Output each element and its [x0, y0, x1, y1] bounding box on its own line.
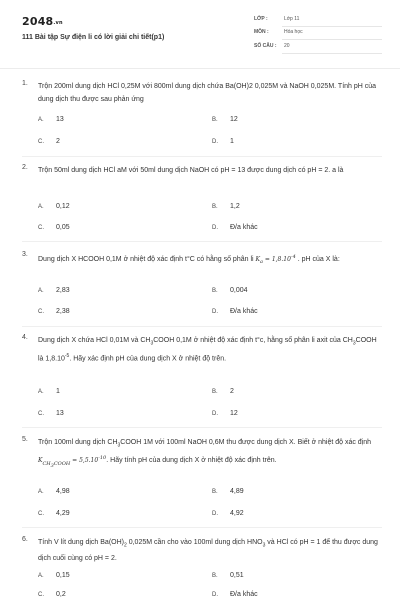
meta-value-count: 20	[284, 43, 290, 49]
option-a[interactable]	[38, 203, 70, 210]
option-text: 2,38	[56, 308, 70, 315]
option-text: 2,83	[56, 287, 70, 294]
option-letter: C.	[38, 139, 44, 145]
option-a[interactable]	[38, 388, 60, 395]
question-text: Trộn 50ml dung dịch HCl aM với 50ml dung dịch NaOH có pH = 13 được dung dịch có pH = 2. a là	[38, 167, 344, 174]
question-number: 5.	[22, 436, 28, 443]
option-letter: C.	[38, 511, 44, 517]
logo-suffix: .vn	[53, 20, 63, 26]
meta-value-class: Lớp 11	[284, 16, 300, 22]
question-number: 2.	[22, 164, 28, 171]
question-text: Tính V lít dung dịch $Ba(OH)_2$ 0,025M cần cho vào 100ml dung dịch $HNO_3$ và HCl có pH = 1 để thu được dung dịch cuối cùng có pH = 2.	[38, 539, 378, 563]
option-text: 0,15	[56, 572, 70, 579]
question-divider	[22, 156, 382, 157]
option-letter: D.	[212, 225, 218, 231]
option-letter: B.	[212, 573, 218, 579]
option-c[interactable]	[38, 410, 64, 417]
option-c[interactable]	[38, 224, 70, 231]
option-d[interactable]	[212, 138, 234, 145]
question-number: 3.	[22, 251, 28, 258]
option-a[interactable]	[38, 488, 70, 495]
option-letter: D.	[212, 139, 218, 145]
option-text: 0,51	[230, 572, 244, 579]
option-letter: C.	[38, 225, 44, 231]
option-letter: A.	[38, 573, 44, 579]
option-c[interactable]	[38, 510, 70, 517]
question-number: 1.	[22, 80, 28, 87]
option-letter: B.	[212, 117, 218, 123]
option-letter: B.	[212, 489, 218, 495]
meta-underline	[282, 26, 382, 27]
option-b[interactable]	[212, 388, 234, 395]
question-text: Dung dịch X HCOOH 0,1M ở nhiệt độ xác định t°C có hằng số phân li $K_a = 1,8.10^{-4}$ . pH của X là:	[38, 254, 340, 266]
meta-row-class	[254, 15, 382, 27]
option-text: 2	[56, 138, 60, 145]
option-c[interactable]	[38, 591, 66, 598]
option-text: 0,004	[230, 287, 248, 294]
option-letter: C.	[38, 411, 44, 417]
option-text: 1,2	[230, 203, 240, 210]
option-text: 12	[230, 410, 238, 417]
question-text: Trộn 200ml dung dịch HCl 0,25M với 800ml dung dịch chứa Ba(OH)2 0,025M và NaOH 0,025M. Tính pH của dung dịch thu được sau phản ứng	[38, 83, 377, 103]
option-b[interactable]	[212, 116, 238, 123]
option-text: 0,05	[56, 224, 70, 231]
option-letter: A.	[38, 204, 44, 210]
option-text: Đ/a khác	[230, 224, 258, 231]
option-b[interactable]	[212, 488, 244, 495]
option-letter: B.	[212, 204, 218, 210]
option-letter: B.	[212, 389, 218, 395]
option-text: 0,12	[56, 203, 70, 210]
document-title: 111 Bài tập Sự điện li có lời giải chi tiết(p1)	[22, 34, 165, 41]
option-letter: C.	[38, 592, 44, 598]
option-text: 12	[230, 116, 238, 123]
option-text: 4,92	[230, 510, 244, 517]
option-b[interactable]	[212, 287, 248, 294]
question-divider	[22, 427, 382, 428]
option-letter: D.	[212, 309, 218, 315]
option-b[interactable]	[212, 572, 244, 579]
option-letter: A.	[38, 489, 44, 495]
option-c[interactable]	[38, 308, 70, 315]
option-letter: C.	[38, 309, 44, 315]
option-d[interactable]	[212, 308, 258, 315]
option-text: 13	[56, 116, 64, 123]
option-letter: D.	[212, 511, 218, 517]
option-text: 4,98	[56, 488, 70, 495]
meta-label-class: LỚP :	[254, 16, 268, 22]
meta-label-subject: MÔN :	[254, 29, 269, 35]
option-letter: D.	[212, 592, 218, 598]
question-number: 6.	[22, 536, 28, 543]
option-letter: B.	[212, 288, 218, 294]
logo-main: 2048	[22, 15, 54, 28]
question-divider	[22, 326, 382, 327]
option-a[interactable]	[38, 572, 70, 579]
question-divider	[22, 241, 382, 242]
question-text: Trộn 100ml dung dịch $CH_3COOH$ 1M với 100ml NaOH 0,6M thu được dung dịch X. Biết ở nhiệt độ xác định $K_{CH_3COOH} = 5,5.10^{-10}$. Hãy tính pH của dung dịch X ở nhiệt độ xác định trên.	[38, 439, 372, 469]
header-divider	[0, 68, 400, 69]
meta-row-subject	[254, 28, 382, 40]
meta-row-count	[254, 42, 382, 54]
option-letter: A.	[38, 288, 44, 294]
option-text: Đ/a khác	[230, 591, 258, 598]
option-b[interactable]	[212, 203, 240, 210]
meta-value-subject: Hóa học	[284, 29, 303, 35]
page-header	[0, 0, 400, 66]
option-a[interactable]	[38, 287, 70, 294]
option-text: 13	[56, 410, 64, 417]
option-d[interactable]	[212, 510, 244, 517]
question-text: Dung dịch X chứa HCl 0,01M và $CH_3COOH$ 0,1M ở nhiệt độ xác định t°c, hằng số phân li axit của $CH_3COOH$ là $1,8.10^{-5}$. Hãy xác định pH của dung dịch X ở nhiệt độ trên.	[38, 337, 377, 363]
option-letter: A.	[38, 117, 44, 123]
option-d[interactable]	[212, 591, 258, 598]
option-text: 1	[230, 138, 234, 145]
option-letter: D.	[212, 411, 218, 417]
option-text: 4,89	[230, 488, 244, 495]
option-a[interactable]	[38, 116, 64, 123]
question-divider	[22, 527, 382, 528]
meta-underline	[282, 39, 382, 40]
option-c[interactable]	[38, 138, 60, 145]
option-text: Đ/a khác	[230, 308, 258, 315]
meta-label-count: SỐ CÂU :	[254, 43, 277, 49]
option-text: 1	[56, 388, 60, 395]
meta-underline	[282, 53, 382, 54]
option-text: 2	[230, 388, 234, 395]
site-logo[interactable]	[22, 15, 63, 28]
question-number: 4.	[22, 334, 28, 341]
option-text: 0,2	[56, 591, 66, 598]
option-text: 4,29	[56, 510, 70, 517]
option-d[interactable]	[212, 410, 238, 417]
option-letter: A.	[38, 389, 44, 395]
option-d[interactable]	[212, 224, 258, 231]
